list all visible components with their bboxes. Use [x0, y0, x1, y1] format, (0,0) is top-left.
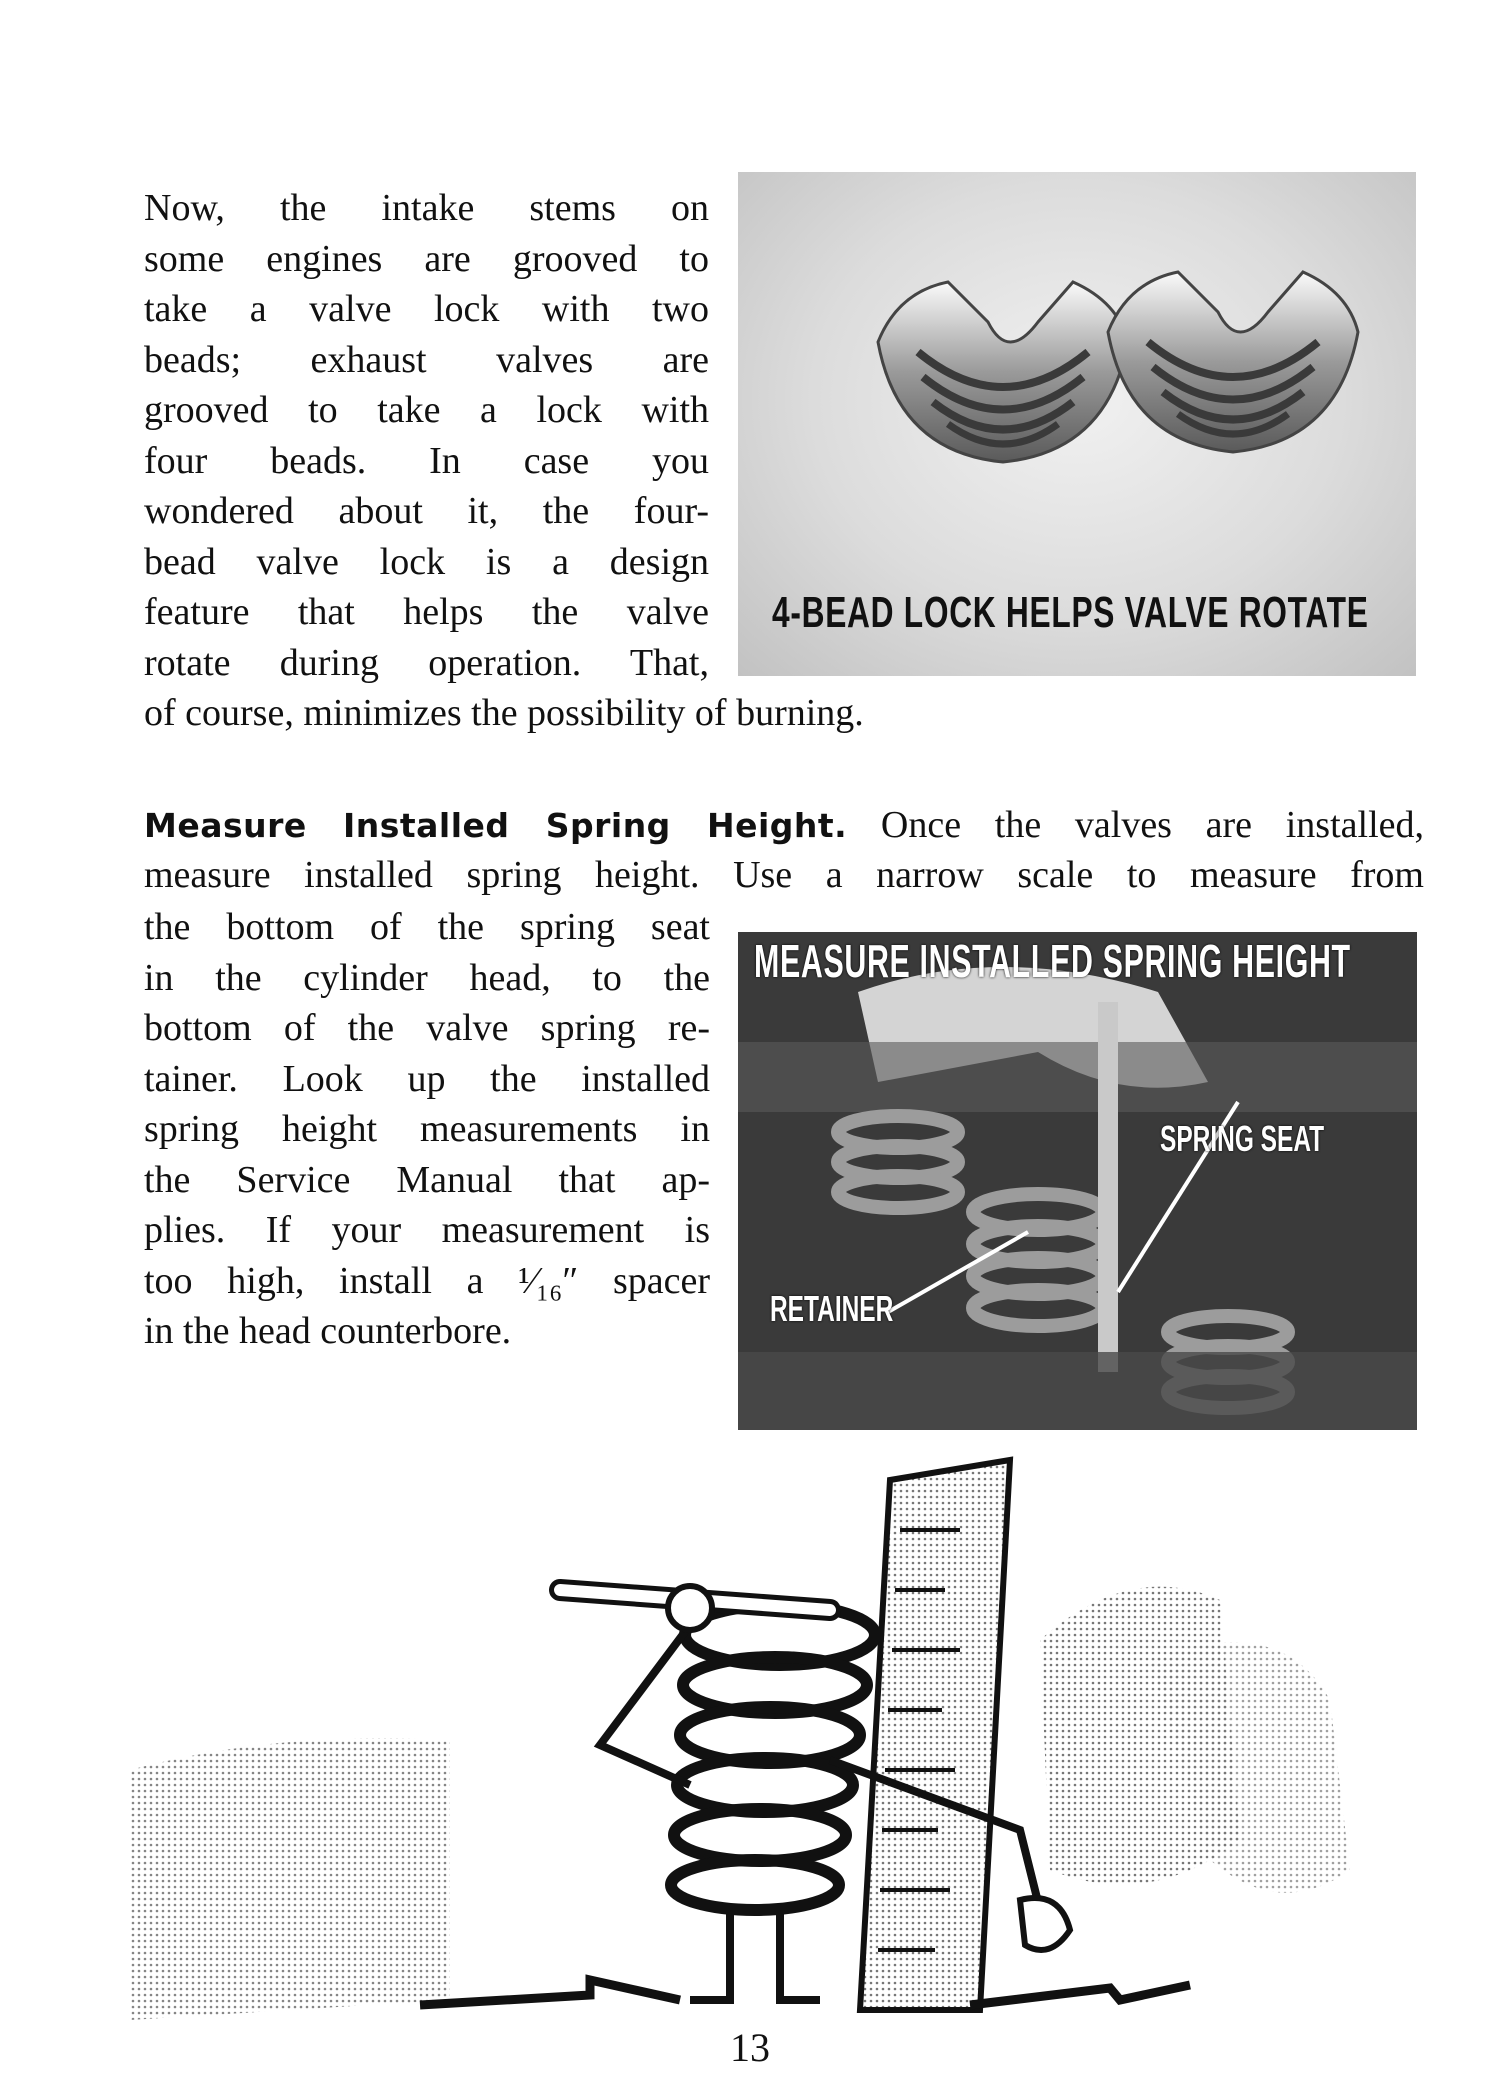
text-line: feature that helps the valve [144, 591, 709, 633]
text-line: rotate during operation. That, [144, 641, 709, 684]
text-line: in the cylinder head, to the [144, 956, 710, 999]
text-line: Once the valves are installed, [880, 804, 1424, 846]
spring-height-caption: MEASURE INSTALLED SPRING HEIGHT [754, 935, 1351, 987]
spring-character-icon [130, 1440, 1430, 2040]
text-line: Now, the intake stems on [144, 187, 709, 229]
text-line: the bottom of the spring seat [144, 906, 710, 948]
text-line: some engines are grooved to [144, 237, 709, 280]
engine-photo-illustration [738, 932, 1417, 1430]
text-line: measure installed spring height. Use a narrow scale to measure from [144, 854, 1424, 896]
paragraph-valve-locks [144, 183, 709, 688]
text-line: four beads. In case you [144, 439, 709, 482]
text-line: in the head counterbore. [144, 1310, 512, 1352]
section-heading-line [144, 800, 1424, 851]
section-heading: Measure Installed Spring Height. [144, 806, 848, 845]
text-line: too high, install a ¹⁄₁₆″ spacer [144, 1259, 710, 1302]
text-line: the Service Manual that ap- [144, 1158, 710, 1201]
paragraph-spring-height [144, 902, 710, 1357]
text-line: bead valve lock is a design [144, 540, 709, 583]
text-line: grooved to take a lock with [144, 389, 709, 431]
text-line: take a valve lock with two [144, 288, 709, 330]
retainer-label: RETAINER [770, 1288, 894, 1329]
spring-height-photo [738, 932, 1417, 1430]
page-number: 13 [730, 2025, 770, 2070]
text-line: tainer. Look up the installed [144, 1057, 710, 1100]
valve-locks-caption: 4-BEAD LOCK HELPS VALVE ROTATE [772, 588, 1369, 637]
text-line: wondered about it, the four- [144, 490, 709, 532]
text-line: beads; exhaust valves are [144, 338, 709, 381]
text-line: plies. If your measurement is [144, 1209, 710, 1251]
text-line: spring height measurements in [144, 1108, 710, 1150]
text-line: bottom of the valve spring re- [144, 1007, 710, 1049]
paragraph-valve-locks-tail: of course, minimizes the possibility of burning. [144, 692, 864, 734]
spring-seat-label: SPRING SEAT [1160, 1118, 1325, 1159]
